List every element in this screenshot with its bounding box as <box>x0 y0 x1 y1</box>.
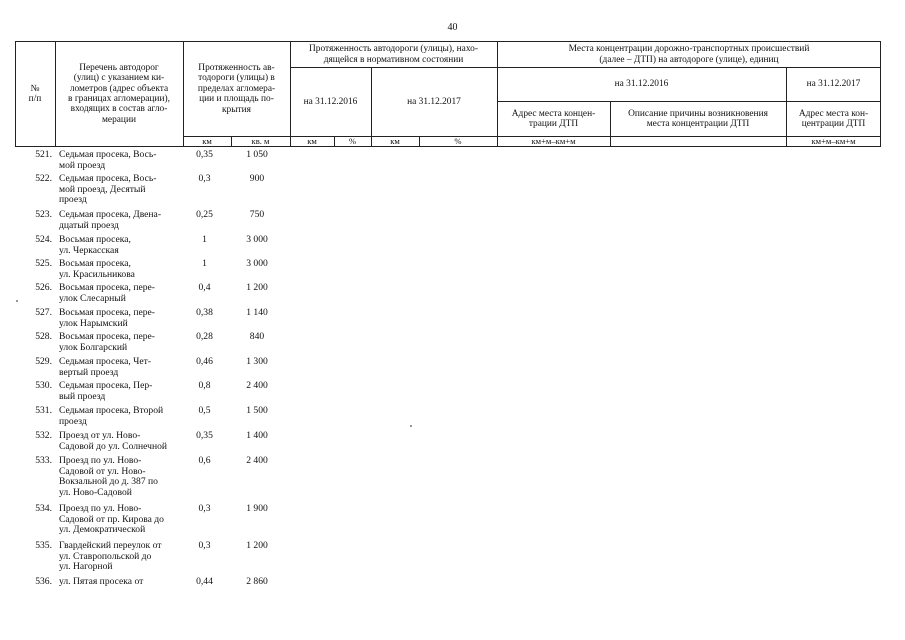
road-area-sqm: 1 140 <box>246 307 268 318</box>
road-name: Проезд от ул. Ново- Садовой до ул. Солнечной <box>59 430 168 452</box>
road-name: Восьмая просека, пере- улок Болгарский <box>59 331 155 353</box>
unit-km-m-2017: км+м–км+м <box>811 136 856 146</box>
row-number: 525. <box>35 258 52 269</box>
road-area-sqm: 2 400 <box>246 455 268 466</box>
road-name: Седьмая просека, Пер- вый проезд <box>59 380 153 402</box>
road-name: Седьмая просека, Второй проезд <box>59 405 164 427</box>
header-date-2017-accidents: на 31.12.2017 <box>806 79 861 90</box>
road-name: Восьмая просека, ул. Черкасская <box>59 234 131 256</box>
road-area-sqm: 1 400 <box>246 430 268 441</box>
road-length-km: 0,38 <box>196 307 213 318</box>
road-length-km: 0,3 <box>198 540 211 551</box>
road-length-km: 0,28 <box>196 331 213 342</box>
road-area-sqm: 750 <box>249 209 265 220</box>
unit-percent-2016: % <box>348 136 357 146</box>
row-number: 532. <box>35 430 52 441</box>
road-name: Седьмая просека, Вось- мой проезд <box>59 149 157 171</box>
unit-percent-2017: % <box>454 136 462 146</box>
row-number: 522. <box>35 173 52 184</box>
row-number: 528. <box>35 331 52 342</box>
scan-speck <box>410 425 412 427</box>
road-area-sqm: 1 300 <box>246 356 268 367</box>
road-area-sqm: 3 000 <box>246 234 268 245</box>
row-number: 535. <box>35 540 52 551</box>
road-area-sqm: 840 <box>249 331 265 342</box>
road-length-km: 0,5 <box>198 405 211 416</box>
header-date-2016-normative: на 31.12.2016 <box>303 96 358 107</box>
row-number: 529. <box>35 356 52 367</box>
road-name: Восьмая просека, ул. Красильникова <box>59 258 135 280</box>
road-area-sqm: 2 860 <box>246 576 268 587</box>
header-col-accident-places: Места концентрации дорожно-транспортных происшествий (далее – ДТП) на автодороге (улице), единиц <box>568 44 810 65</box>
page-number: 40 <box>447 22 458 33</box>
road-name: Седьмая просека, Двена- дцатый проезд <box>59 209 162 231</box>
road-length-km: 0,35 <box>196 430 213 441</box>
header-address-2017: Адрес места кон- центрации ДТП <box>798 108 869 129</box>
road-name: Гвардейский переулок от ул. Ставропольской до ул. Нагорной <box>59 540 162 573</box>
row-number: 521. <box>35 149 52 160</box>
row-number: 527. <box>35 307 52 318</box>
road-name: Седьмая просека, Чет- вертый проезд <box>59 356 152 378</box>
unit-km-m-2016: км+м–км+м <box>531 136 576 146</box>
scan-speck <box>16 300 18 302</box>
row-number: 533. <box>35 455 52 466</box>
header-col-length-area: Протяженность ав- тодороги (улицы) в пределах агломера- ции и площадь по- крытия <box>197 62 276 115</box>
header-col-normative-length: Протяженность автодороги (улицы), нахо- дящейся в нормативном состоянии <box>309 44 478 65</box>
road-area-sqm: 1 500 <box>246 405 268 416</box>
road-length-km: 0,3 <box>198 173 211 184</box>
road-area-sqm: 1 200 <box>246 282 268 293</box>
unit-km: км <box>202 136 212 146</box>
road-length-km: 0,44 <box>196 576 213 587</box>
header-col-number: № п/п <box>28 83 42 104</box>
row-number: 523. <box>35 209 52 220</box>
road-length-km: 0,35 <box>196 149 213 160</box>
road-name: Седьмая просека, Вось- мой проезд, Десятый проезд <box>59 173 157 206</box>
road-length-km: 0,25 <box>196 209 213 220</box>
unit-km-2016: км <box>307 136 317 146</box>
row-number: 524. <box>35 234 52 245</box>
road-area-sqm: 1 050 <box>246 149 268 160</box>
row-number: 531. <box>35 405 52 416</box>
road-name: ул. Пятая просека от <box>59 576 144 587</box>
header-cause-description-2016: Описание причины возникновения места концентрации ДТП <box>628 108 768 129</box>
road-area-sqm: 3 000 <box>246 258 268 269</box>
road-name: Проезд по ул. Ново- Садовой от ул. Ново- Вокзальной до д. 387 по ул. Ново-Садовой <box>59 455 158 498</box>
road-length-km: 1 <box>202 234 207 245</box>
road-length-km: 0,8 <box>198 380 211 391</box>
road-area-sqm: 900 <box>249 173 265 184</box>
header-address-2016: Адрес места концен- трации ДТП <box>511 108 596 129</box>
road-name: Восьмая просека, пере- улок Нарымский <box>59 307 155 329</box>
road-name: Восьмая просека, пере- улок Слесарный <box>59 282 155 304</box>
road-length-km: 0,3 <box>198 503 211 514</box>
row-number: 530. <box>35 380 52 391</box>
road-length-km: 0,6 <box>198 455 211 466</box>
row-number: 536. <box>35 576 52 587</box>
road-name: Проезд по ул. Ново- Садовой от пр. Кирова до ул. Демократической <box>59 503 164 536</box>
header-col-road-list: Перечень автодорог (улиц) с указанием ки- лометров (адрес объекта в границах агломерации), входящих в состав агло- мерации <box>68 62 170 125</box>
unit-km-2017: км <box>390 136 400 146</box>
row-number: 526. <box>35 282 52 293</box>
row-number: 534. <box>35 503 52 514</box>
unit-sqm: кв. м <box>251 136 270 146</box>
road-length-km: 0,4 <box>198 282 211 293</box>
road-area-sqm: 2 400 <box>246 380 268 391</box>
road-length-km: 1 <box>202 258 207 269</box>
road-area-sqm: 1 900 <box>246 503 268 514</box>
header-date-2017-normative: на 31.12.2017 <box>407 96 461 107</box>
road-area-sqm: 1 200 <box>246 540 268 551</box>
header-date-2016-accidents: на 31.12.2016 <box>614 79 669 90</box>
road-length-km: 0,46 <box>196 356 213 367</box>
